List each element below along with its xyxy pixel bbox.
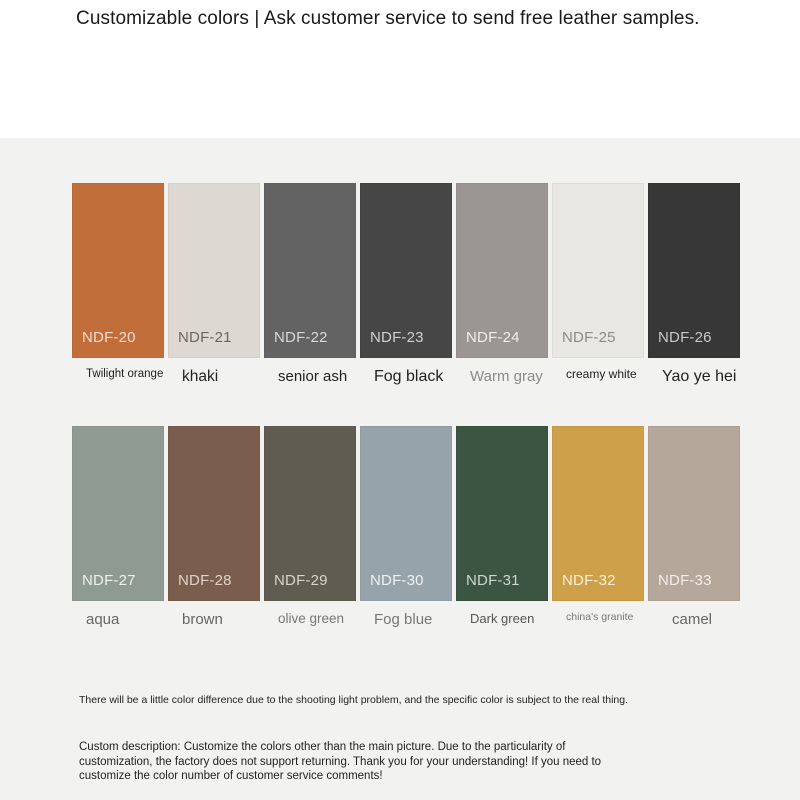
swatch-ndf-24 — [456, 183, 548, 358]
swatch-code: NDF-28 — [178, 572, 232, 589]
swatch-ndf-33 — [648, 426, 740, 601]
swatch-ndf-28 — [168, 426, 260, 601]
swatch-name: Fog black — [374, 368, 444, 385]
swatch-code: NDF-20 — [82, 329, 136, 346]
swatch-ndf-20 — [72, 183, 164, 358]
swatch-code: NDF-25 — [562, 329, 616, 346]
swatch-ndf-27 — [72, 426, 164, 601]
swatch-code: NDF-27 — [82, 572, 136, 589]
swatch-name: creamy white — [566, 367, 637, 381]
swatch-name: khaki — [182, 368, 219, 385]
custom-description: Custom description: Customize the colors other than the main picture. Due to the particularity of customization, the factory does not support returning. Thank you for your understanding! If you need to customize the color number of customer service comments! — [79, 741, 602, 782]
swatch-name: senior ash — [278, 368, 348, 385]
swatch-name: Twilight orange — [86, 368, 164, 380]
swatch-name: Yao ye hei — [662, 368, 737, 385]
swatch-ndf-32 — [552, 426, 644, 601]
swatch-code: NDF-21 — [178, 329, 232, 346]
swatch-ndf-21 — [168, 183, 260, 358]
swatch-code: NDF-32 — [562, 572, 616, 589]
swatch-code: NDF-29 — [274, 572, 328, 589]
swatch-code: NDF-23 — [370, 329, 424, 346]
swatch-ndf-23 — [360, 183, 452, 358]
swatch-ndf-30 — [360, 426, 452, 601]
swatch-ndf-26 — [648, 183, 740, 358]
swatch-code: NDF-26 — [658, 329, 712, 346]
swatch-name: aqua — [86, 611, 120, 628]
swatch-ndf-31 — [456, 426, 548, 601]
swatch-name: brown — [182, 611, 223, 628]
swatch-name: camel — [672, 611, 713, 628]
swatch-code: NDF-33 — [658, 572, 712, 589]
swatch-code: NDF-24 — [466, 329, 520, 346]
swatch-ndf-25 — [552, 183, 644, 358]
swatch-name: olive green — [278, 611, 345, 626]
swatch-name: Dark green — [470, 611, 535, 626]
swatch-ndf-22 — [264, 183, 356, 358]
swatch-ndf-29 — [264, 426, 356, 601]
headline: Customizable colors | Ask customer service to send free leather samples. — [76, 8, 700, 29]
swatch-name: china's granite — [566, 611, 634, 623]
color-difference-note: There will be a little color difference due to the shooting light problem, and the specific color is subject to the real thing. — [79, 694, 629, 706]
swatch-name: Fog blue — [374, 611, 433, 628]
swatch-code: NDF-31 — [466, 572, 520, 589]
swatch-code: NDF-30 — [370, 572, 424, 589]
swatch-name: Warm gray — [470, 368, 543, 385]
swatch-code: NDF-22 — [274, 329, 328, 346]
